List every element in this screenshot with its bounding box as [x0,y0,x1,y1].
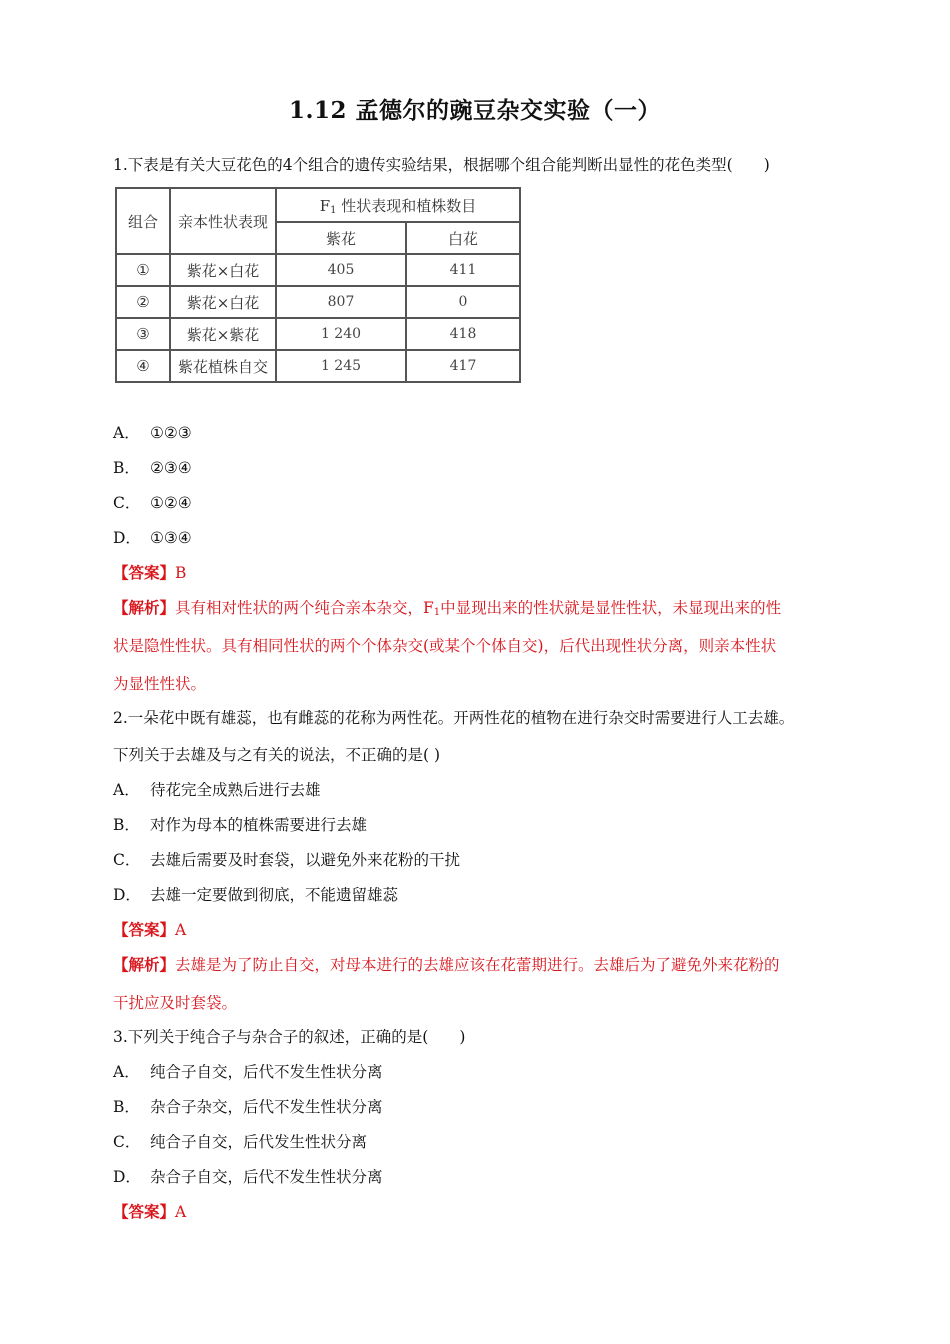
q2-stem-line-2: 下列关于去雄及与之有关的说法，不正确的是( ) [113,746,441,764]
q1-option-b [113,457,192,479]
header-f1 [276,188,520,222]
option-label: A． [113,424,140,442]
cell-parent: 紫花植株自交 [170,350,276,382]
option-text: ①②④ [150,494,192,512]
q3-stem: 3.下列关于纯合子与杂合子的叙述，正确的是( ) [113,1028,466,1046]
cell-group: ③ [116,318,170,350]
q2-answer [113,919,186,941]
table-row [116,254,520,286]
analysis-tag: 【解析】 [113,955,176,974]
cell-parent: 紫花×白花 [170,286,276,318]
option-label: B． [113,1098,140,1116]
option-text: 杂合子自交，后代不发生性状分离 [150,1168,383,1186]
q3-option-d [113,1166,383,1188]
analysis-tag: 【解析】 [113,598,176,617]
option-text: ①③④ [150,529,192,547]
cell-parent: 紫花×紫花 [170,318,276,350]
option-label: B． [113,816,140,834]
q1-option-d [113,527,192,549]
option-label: D． [113,886,141,904]
q2-option-a [113,779,321,801]
header-f1-sub: 1 [330,204,337,216]
page-title: 1.12 孟德尔的豌豆杂交实验（一） [288,97,662,124]
q2-stem-line-1: 2.一朵花中既有雄蕊，也有雌蕊的花称为两性花。开两性花的植物在进行杂交时需要进行人工去雄。 [113,709,795,727]
header-f1-prefix: F [319,196,331,215]
answer-tag: 【答案】 [113,563,176,582]
header-f1-text: 性状表现和植株数目 [336,196,477,215]
option-text: 杂合子杂交，后代不发生性状分离 [150,1098,383,1116]
q1-analysis-line-2: 状是隐性性状。具有相同性状的两个个体杂交(或某个个体自交)，后代出现性状分离，则亲本性状 [113,637,777,655]
q2-option-d [113,884,398,906]
option-text: ①②③ [150,424,192,442]
q3-option-a [113,1061,383,1083]
answer-value: B [175,564,187,582]
q1-option-c [113,492,192,514]
header-purple: 紫花 [276,222,406,254]
cell-purple: 1 245 [276,350,406,382]
cell-group: ② [116,286,170,318]
cell-purple: 807 [276,286,406,318]
answer-tag: 【答案】 [113,1202,176,1221]
q2-option-b [113,814,367,836]
cell-white: 411 [406,254,520,286]
option-label: A． [113,781,140,799]
q1-option-a [113,422,192,444]
q2-analysis-line-1 [113,954,780,976]
option-label: C． [113,494,141,512]
option-label: A． [113,1063,140,1081]
q3-option-b [113,1096,383,1118]
option-label: C． [113,1133,141,1151]
header-white: 白花 [406,222,520,254]
q1-stem: 1.下表是有关大豆花色的4个组合的遗传实验结果，根据哪个组合能判断出显性的花色类型( ) [113,156,770,174]
option-text: ②③④ [150,459,192,477]
cell-parent: 紫花×白花 [170,254,276,286]
cell-group: ④ [116,350,170,382]
analysis-text: 去雄是为了防止自交，对母本进行的去雄应该在花蕾期进行。去雄后为了避免外来花粉的 [175,956,780,974]
analysis-text: 具有相对性状的两个纯合亲本杂交，F [175,599,434,617]
option-text: 对作为母本的植株需要进行去雄 [150,816,368,834]
cell-white: 418 [406,318,520,350]
q3-answer [113,1201,186,1223]
option-text: 纯合子自交，后代发生性状分离 [150,1133,368,1151]
table-row [116,286,520,318]
cell-white: 417 [406,350,520,382]
q1-answer [113,562,186,584]
q2-option-c [113,849,460,871]
option-text: 去雄后需要及时套袋，以避免外来花粉的干扰 [150,851,461,869]
header-group: 组合 [116,188,170,254]
table-row [116,318,520,350]
analysis-subscript: 1 [433,607,441,618]
header-parent: 亲本性状表现 [170,188,276,254]
q3-option-c [113,1131,367,1153]
answer-value: A [175,921,187,939]
option-label: B． [113,459,140,477]
cell-group: ① [116,254,170,286]
option-label: D． [113,529,141,547]
q1-analysis-line-3: 为显性性状。 [113,675,207,693]
option-text: 纯合子自交，后代不发生性状分离 [150,1063,383,1081]
q1-results-table [115,187,521,383]
cell-white: 0 [406,286,520,318]
q1-analysis-line-1 [113,597,781,624]
cell-purple: 405 [276,254,406,286]
q2-analysis-line-2: 干扰应及时套袋。 [113,994,238,1012]
cell-purple: 1 240 [276,318,406,350]
answer-tag: 【答案】 [113,920,176,939]
answer-value: A [175,1203,187,1221]
option-text: 待花完全成熟后进行去雄 [150,781,321,799]
option-text: 去雄一定要做到彻底，不能遗留雄蕊 [150,886,399,904]
table-row [116,350,520,382]
option-label: C． [113,851,141,869]
option-label: D． [113,1168,141,1186]
analysis-text: 中显现出来的性状就是显性性状，未显现出来的性 [440,599,782,617]
